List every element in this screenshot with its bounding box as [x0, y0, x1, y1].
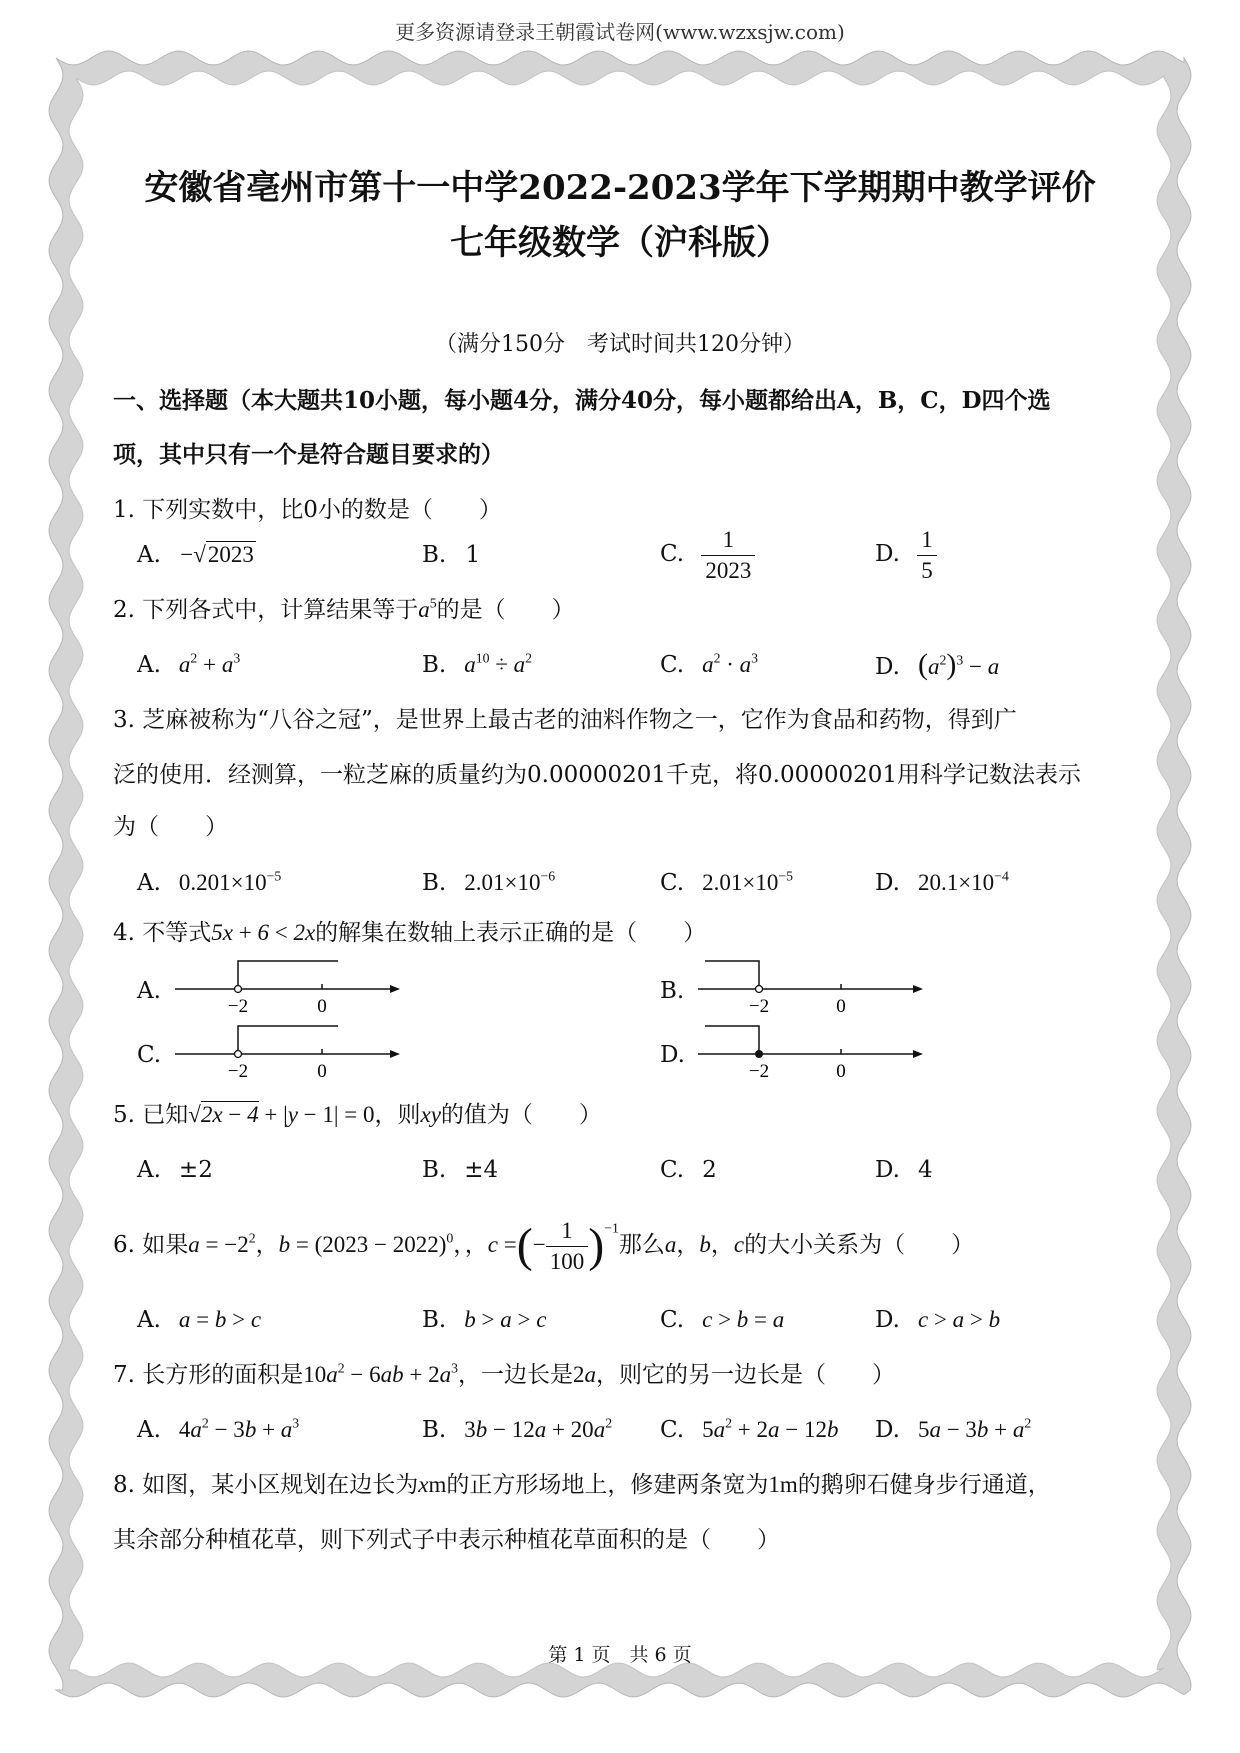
- q6-option-d: D. c > a > b: [875, 1307, 1001, 1333]
- q1-option-d: [875, 524, 937, 586]
- q4-label-d: D.: [660, 1042, 685, 1068]
- q1-stem: 1. 下列实数中，比0小的数是（ ）: [113, 497, 502, 523]
- svg-text:0: 0: [317, 996, 327, 1015]
- q7-option-b: B. $3b - 12a + 20a^2$: [422, 1415, 613, 1443]
- q7-option-d: D. $5a - 3b + a^2$: [875, 1415, 1032, 1443]
- q4-numberline-d: [693, 1020, 923, 1080]
- section1-heading-line2: 项，其中只有一个是符合题目要求的）: [113, 441, 504, 468]
- q2-option-d: D. $(a^2)^3 - a$: [875, 648, 1000, 681]
- q1-b-label: B.: [422, 542, 447, 568]
- q5-option-c: C. 2: [660, 1157, 717, 1183]
- exam-info: （满分150分 考试时间共120分钟）: [435, 332, 805, 357]
- svg-text:−2: −2: [227, 996, 249, 1015]
- q3-line3: 为（ ）: [113, 814, 228, 840]
- q1-d-label: D.: [875, 541, 900, 567]
- q8-line1: 8. 如图，某小区规划在边长为xm的正方形场地上，修建两条宽为1m的鹅卵石健身步行通道，: [113, 1472, 1051, 1498]
- q3-option-c: C. $2.01\times 10^{-5}$: [660, 868, 794, 896]
- svg-text:0: 0: [836, 996, 846, 1015]
- q4-numberline-a: [170, 955, 400, 1015]
- q2-option-c: C. $a^2 \cdot a^3$: [660, 650, 759, 678]
- svg-text:0: 0: [317, 1061, 327, 1080]
- q4-numberline-c: [170, 1020, 400, 1080]
- q8-line2: 其余部分种植花草，则下列式子中表示种植花草面积的是（ ）: [113, 1527, 780, 1553]
- q5-option-d: D. 4: [875, 1157, 933, 1183]
- q3-line2: 泛的使用．经测算，一粒芝麻的质量约为0.00000201千克，将0.00000201用科学记数法表示: [113, 762, 1082, 788]
- q1-option-c: [660, 524, 755, 586]
- q4-stem: 4. 不等式5x + 6 < 2x的解集在数轴上表示正确的是（ ）: [113, 920, 707, 946]
- q5-stem: 5. 已知√2x − 4 + |y − 1| = 0，则xy的值为（ ）: [113, 1102, 602, 1128]
- svg-text:−2: −2: [748, 1061, 770, 1080]
- q1-c-label: C.: [660, 541, 685, 567]
- title-line2: 七年级数学（沪科版）: [450, 223, 790, 263]
- q2-option-a: A. $a^2 + a^3$: [137, 650, 241, 678]
- q7-stem: 7. 长方形的面积是$10a^2 - 6ab + 2a^3$，一边长是2a，则它的另一边长是（ ）: [113, 1360, 896, 1388]
- watermark-header: 更多资源请登录王朝霞试卷网(www.wzxsjw.com): [395, 20, 845, 44]
- q4-label-c: C.: [137, 1042, 162, 1068]
- q4-label-b: B.: [660, 978, 685, 1004]
- q1-a-value: 2023: [207, 542, 254, 567]
- q7-option-c: C. $5a^2 + 2a - 12b$: [660, 1415, 839, 1443]
- q4-label-a: A.: [137, 978, 161, 1004]
- q6-fraction: $\frac{1}{100}$: [546, 1216, 589, 1277]
- q1-b-value: 1: [465, 542, 481, 568]
- q7-option-a: A. $4a^2 - 3b + a^3$: [137, 1415, 300, 1443]
- svg-text:−2: −2: [748, 996, 770, 1015]
- q1-d-fraction: $\frac{1}{5}$: [917, 525, 937, 586]
- q1-option-b: [422, 540, 480, 570]
- q1-c-fraction: $\frac{1}{2023}$: [701, 525, 755, 586]
- sqrt-symbol: √2023: [193, 542, 254, 567]
- svg-text:0: 0: [836, 1061, 846, 1080]
- q3-line1: 3. 芝麻被称为“八谷之冠”，是世界上最古老的油料作物之一，它作为食品和药物，得到广: [113, 707, 1017, 733]
- svg-text:−2: −2: [227, 1061, 249, 1080]
- q6-option-c: C. c > b = a: [660, 1307, 785, 1333]
- q4-numberline-b: [693, 955, 923, 1015]
- q3-option-b: B. $2.01\times 10^{-6}$: [422, 868, 556, 896]
- q3-option-d: D. $20.1\times 10^{-4}$: [875, 868, 1009, 896]
- q6-option-a: A. a = b > c: [137, 1307, 262, 1333]
- q2-stem: 2. 下列各式中，计算结果等于$a^5$的是（ ）: [113, 595, 575, 623]
- title-line1: 安徽省亳州市第十一中学2022-2023学年下学期期中教学评价: [144, 168, 1096, 208]
- q1-option-a: A. −√2023: [137, 542, 254, 568]
- q5-option-a: A. ±2: [137, 1157, 213, 1183]
- q6-option-b: B. b > a > c: [422, 1307, 547, 1333]
- q3-option-a: A. $0.201\times 10^{-5}$: [137, 868, 282, 896]
- section1-heading-line1: 一、选择题（本大题共10小题，每小题4分，满分40分，每小题都给出A，B，C，D四个选: [113, 387, 1051, 414]
- page-footer: 第 1 页 共 6 页: [548, 1644, 692, 1666]
- q1-a-label: A.: [137, 542, 161, 568]
- q2-option-b: B. $a^{10} \div a^2$: [422, 650, 533, 678]
- q5-option-b: B. ±4: [422, 1157, 499, 1183]
- q6-stem: 6. 如果$a = -2^2$，$b = (2023 - 2022)^0$，，c =(− $\frac{1}{100}$ )$^{-1}$那么a，b，c的大小关系为（ ）: [113, 1215, 974, 1277]
